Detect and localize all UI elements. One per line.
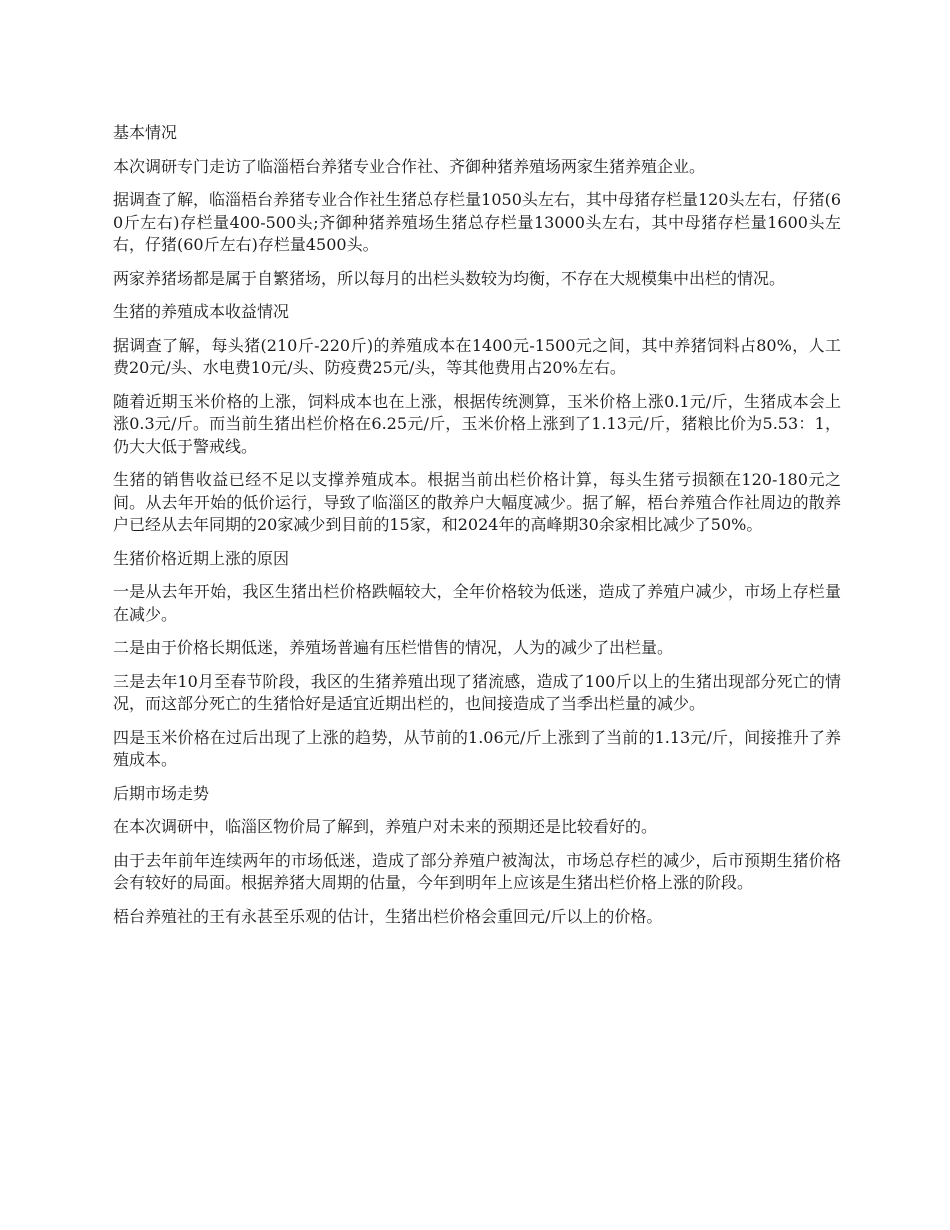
paragraph: 生猪的销售收益已经不足以支撑养殖成本。根据当前出栏价格计算，每头生猪亏损额在120-180元之间。从去年开始的低价运行，导致了临淄区的散养户大幅度减少。据了解，梧台养殖合作社周边的散养户已经从去年同期的20家减少到目前的15家，和2024年的高峰期30余家相比减少了50%。 (113, 470, 841, 534)
document-body (113, 122, 841, 939)
section-heading-reasons: 生猪价格近期上涨的原因 (113, 548, 290, 568)
paragraph: 二是由于价格长期低迷，养殖场普遍有压栏惜售的情况，人为的减少了出栏量。 (113, 638, 674, 657)
paragraph: 据调查了解，每头猪(210斤-220斤)的养殖成本在1400元-1500元之间，其中养猪饲料占80%，人工费20元/头、水电费10元/头、防疫费25元/头，等其他费用占20%左右。 (113, 335, 841, 377)
paragraph: 本次调研专门走访了临淄梧台养猪专业合作社、齐御种猪养殖场两家生猪养殖企业。 (113, 156, 706, 176)
paragraph: 由于去年前年连续两年的市场低迷，造成了部分养殖户被淘汰，市场总存栏的减少，后市预期生猪价格会有较好的局面。根据养猪大周期的估量，今年到明年上应该是生猪出栏价格上涨的阶段。 (113, 850, 841, 892)
paragraph: 在本次调研中，临淄区物价局了解到，养殖户对未来的预期还是比较看好的。 (113, 817, 658, 836)
paragraph: 据调查了解，临淄梧台养猪专业合作社生猪总存栏量1050头左右，其中母猪存栏量120头左右，仔猪(60斤左右)存栏量400-500头;齐御种猪养殖场生猪总存栏量13000头左右，其中母猪存栏量1600头左右，仔猪(60斤左右)存栏量4500头。 (113, 190, 841, 254)
section-heading-basic: 基本情况 (113, 123, 178, 142)
section-heading-outlook: 后期市场走势 (113, 783, 210, 803)
paragraph: 随着近期玉米价格的上涨，饲料成本也在上涨，根据传统测算，玉米价格上涨0.1元/斤，生猪成本会上涨0.3元/斤。而当前生猪出栏价格在6.25元/斤，玉米价格上涨到了1.13元/斤，猪粮比价为5.53：1，仍大大低于警戒线。 (113, 391, 841, 456)
paragraph: 三是去年10月至春节阶段，我区的生猪养殖出现了猪流感，造成了100斤以上的生猪出现部分死亡的情况，而这部分死亡的生猪恰好是适宜近期出栏的，也间接造成了当季出栏量的减少。 (113, 671, 841, 713)
section-heading-cost: 生猪的养殖成本收益情况 (113, 302, 290, 321)
paragraph: 四是玉米价格在过后出现了上涨的趋势，从节前的1.06元/斤上涨到了当前的1.13元/斤，间接推升了养殖成本。 (113, 727, 841, 769)
paragraph: 梧台养殖社的王有永甚至乐观的估计，生猪出栏价格会重回元/斤以上的价格。 (113, 906, 663, 926)
paragraph: 一是从去年开始，我区生猪出栏价格跌幅较大，全年价格较为低迷，造成了养殖户减少，市场上存栏量在减少。 (113, 582, 841, 624)
paragraph: 两家养猪场都是属于自繁猪场，所以每月的出栏头数较为均衡，不存在大规模集中出栏的情况。 (113, 268, 786, 288)
